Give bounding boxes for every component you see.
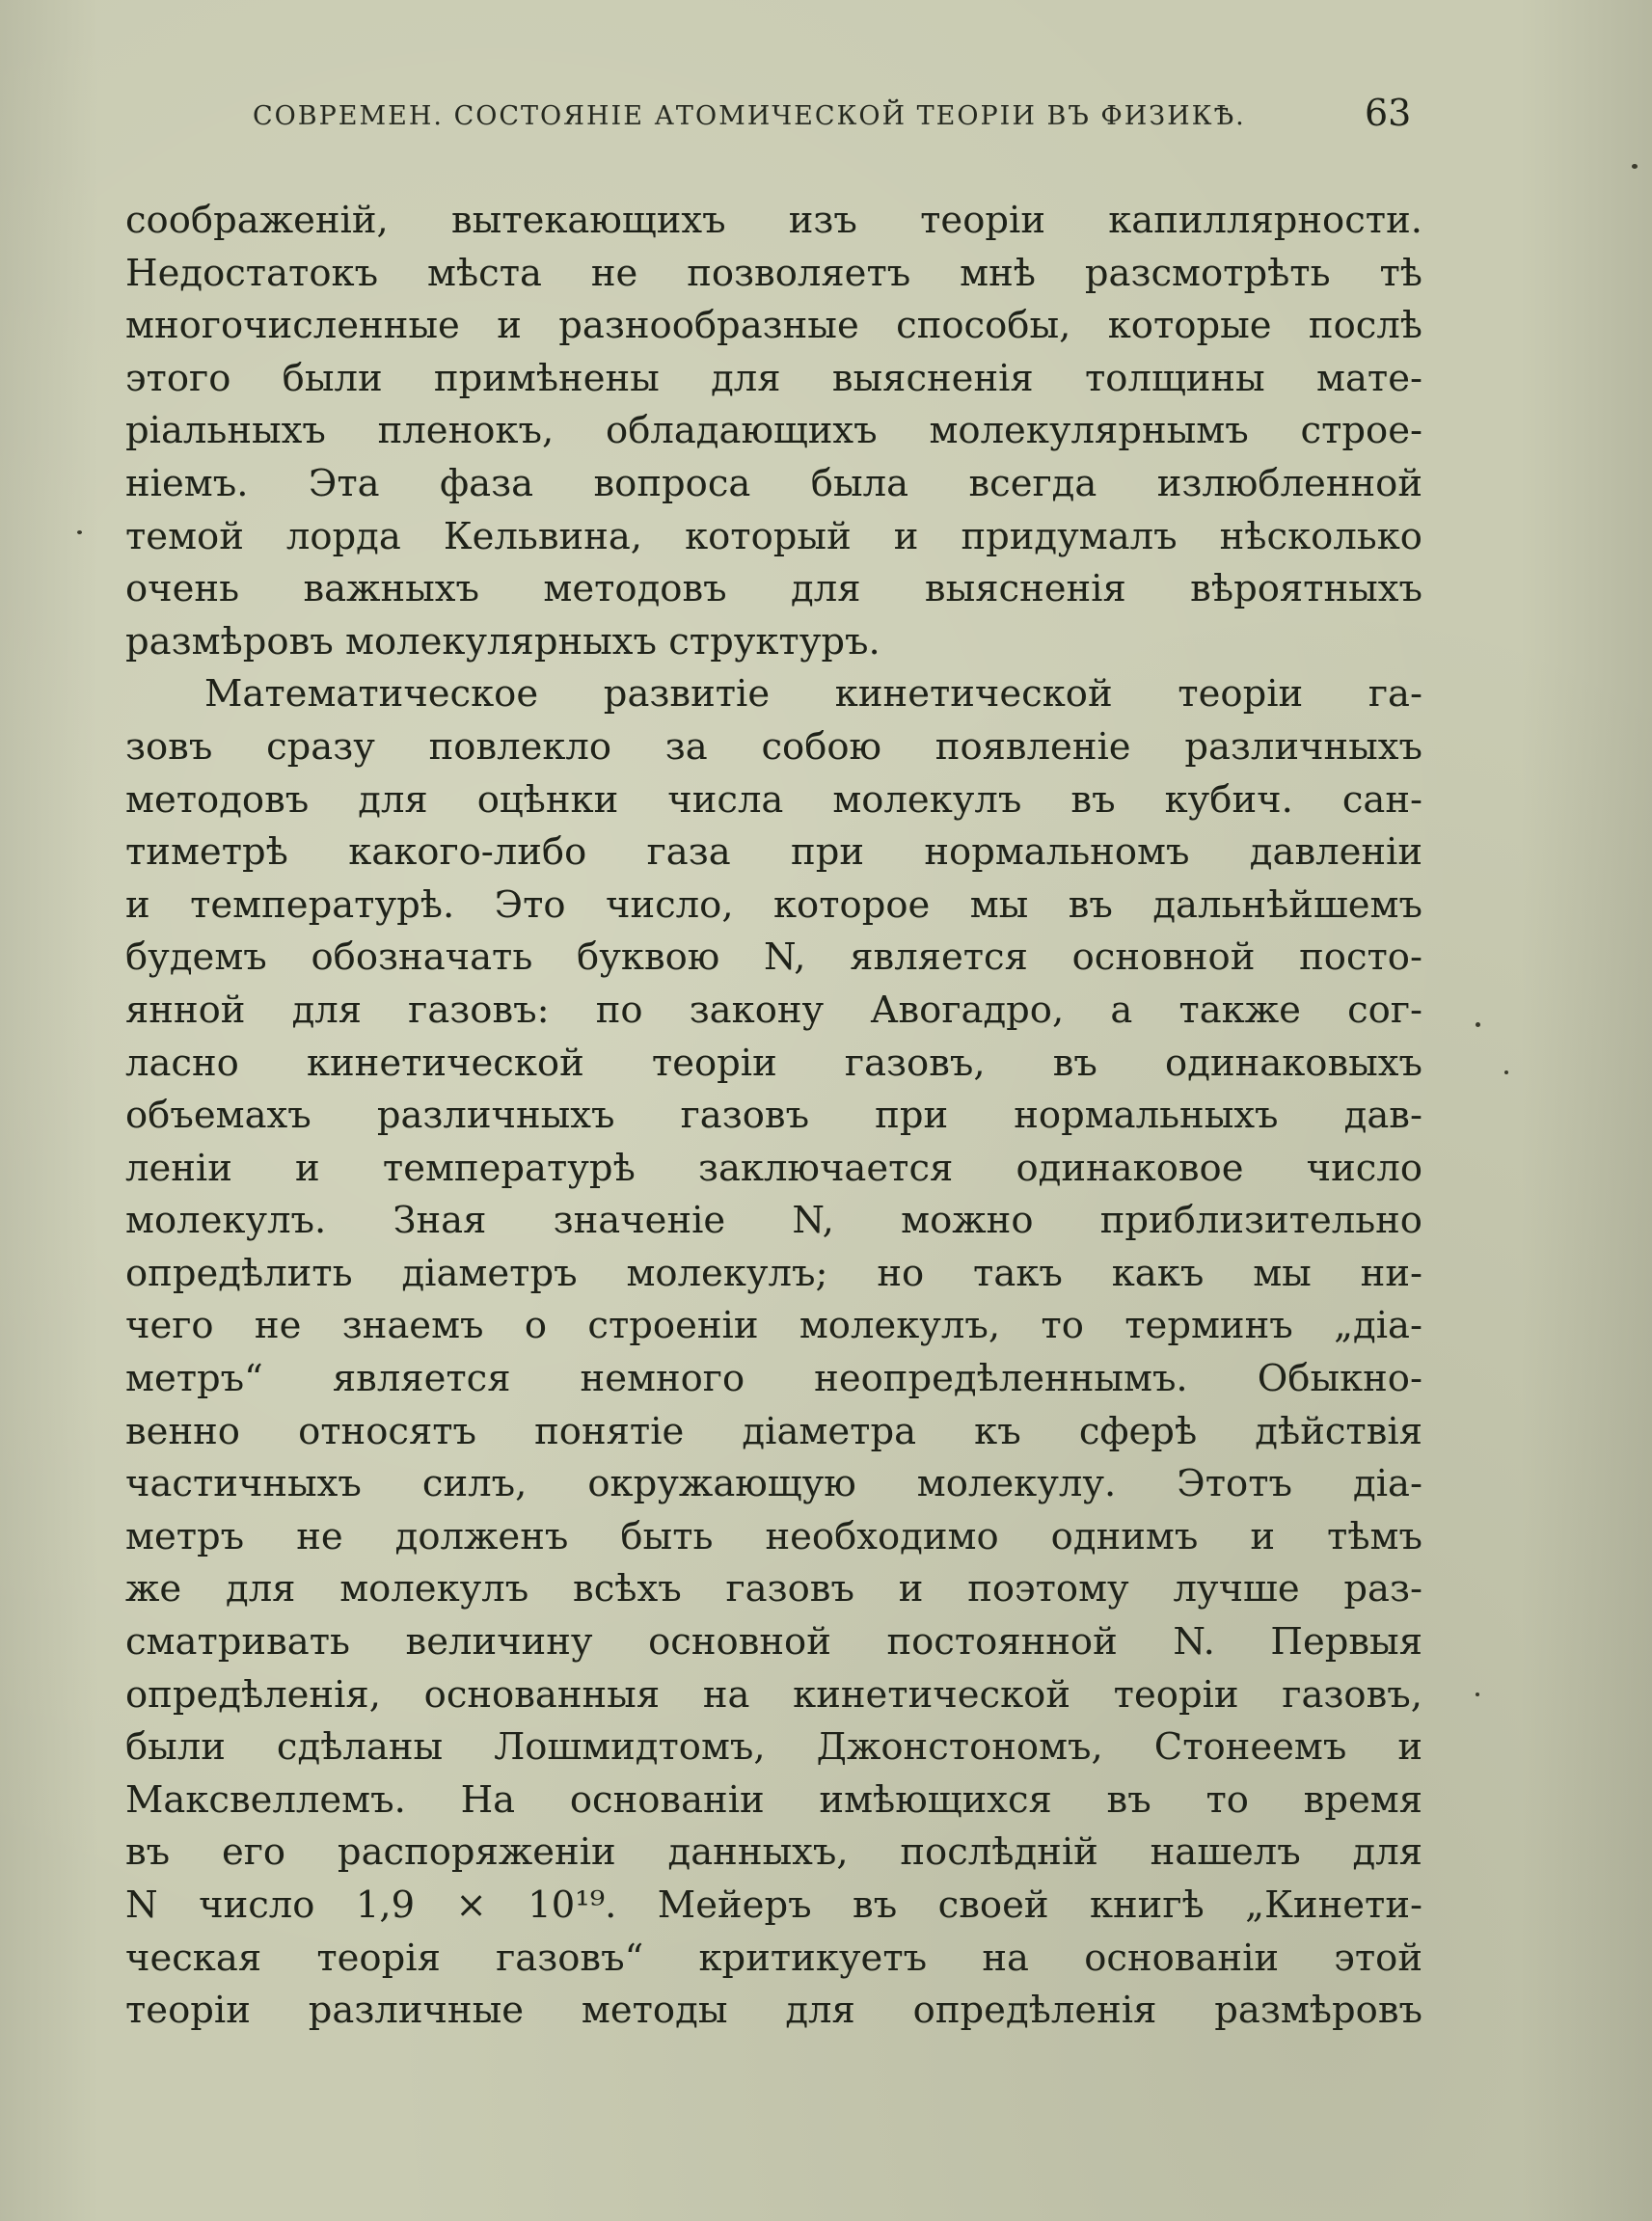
text-line: ласно кинетической теорiи газовъ, въ одинаковыхъ — [125, 1041, 1422, 1085]
text-line: зовъ сразу повлекло за собою появленiе различныхъ — [125, 724, 1422, 769]
paragraph-last-line: размѣровъ молекулярныхъ структуръ. — [125, 619, 880, 664]
text-line: же для молекулъ всѣхъ газовъ и поэтому лучше раз- — [125, 1567, 1422, 1612]
text-line: метръ не долженъ быть необходимо однимъ и тѣмъ — [125, 1514, 1422, 1558]
text-line: ленiи и температурѣ заключается одинаковое число — [125, 1146, 1422, 1190]
text-line: многочисленные и разнообразные способы, которые послѣ — [125, 304, 1422, 348]
text-line: молекулъ. Зная значенiе N, можно приблизительно — [125, 1199, 1422, 1243]
text-line: N число 1,9 × 10¹⁹. Мейеръ въ своей книгѣ „Кинети- — [125, 1883, 1422, 1927]
text-line: методовъ для оцѣнки числа молекулъ въ кубич. сан- — [125, 777, 1422, 822]
text-line: опредѣлить дiаметръ молекулъ; но такъ какъ мы ни- — [125, 1251, 1422, 1295]
text-line: сматривать величину основной постоянной N. Первыя — [125, 1620, 1422, 1665]
text-line: опредѣленiя, основанныя на кинетической теорiи газовъ, — [125, 1672, 1422, 1717]
text-line: объемахъ различныхъ газовъ при нормальныхъ дав- — [125, 1094, 1422, 1138]
paper-speck — [1476, 1693, 1479, 1696]
text-line: частичныхъ силъ, окружающую молекулу. Этотъ дiа- — [125, 1462, 1422, 1506]
text-line: теорiи различные методы для опредѣленiя размѣровъ — [125, 1989, 1422, 2033]
paper-speck — [1504, 1070, 1508, 1074]
text-line: очень важныхъ методовъ для выясненiя вѣроятныхъ — [125, 567, 1422, 611]
paper-speck — [77, 530, 82, 534]
paper-speck — [1476, 1022, 1480, 1027]
paper-speck — [1632, 164, 1638, 169]
text-line: темой лорда Кельвина, который и придумалъ нѣсколько — [125, 514, 1422, 558]
text-line: и температурѣ. Это число, которое мы въ дальнѣйшемъ — [125, 882, 1422, 927]
text-line: будемъ обозначать буквою N, является основной посто- — [125, 935, 1422, 980]
text-line: этого были примѣнены для выясненiя толщины мате- — [125, 356, 1422, 400]
text-line: въ его распоряженiи данныхъ, послѣднiй нашелъ для — [125, 1830, 1422, 1875]
text-line: нiемъ. Эта фаза вопроса была всегда излюбленной — [125, 461, 1422, 505]
text-line: янной для газовъ: по закону Авогадро, а также сог- — [125, 988, 1422, 1032]
text-line: чего не знаемъ о строенiи молекулъ, то терминъ „дiа- — [125, 1304, 1422, 1348]
running-title: СОВРЕМЕН. СОСТОЯНIЕ АТОМИЧЕСКОЙ ТЕОРIИ ВЪ ФИЗИКѢ. — [253, 101, 1246, 131]
paragraph-first-line: Математическое развитiе кинетической теорiи га- — [204, 672, 1422, 717]
text-line: венно относятъ понятiе дiаметра къ сферѣ дѣйствiя — [125, 1409, 1422, 1453]
page-number: 63 — [1365, 92, 1412, 134]
text-line: ческая теорiя газовъ“ критикуетъ на основанiи этой — [125, 1936, 1422, 1980]
text-line: рiальныхъ пленокъ, обладающихъ молекулярнымъ строе- — [125, 409, 1422, 453]
text-line: Недостатокъ мѣста не позволяетъ мнѣ разсмотрѣть тѣ — [125, 251, 1422, 295]
body-text — [125, 195, 1422, 2038]
text-line: соображенiй, вытекающихъ изъ теорiи капиллярности. — [125, 199, 1422, 242]
text-line: были сдѣланы Лошмидтомъ, Джонстономъ, Стонеемъ и — [125, 1725, 1422, 1770]
text-line: Максвеллемъ. На основанiи имѣющихся въ то время — [125, 1777, 1422, 1822]
text-line: тиметрѣ какого-либо газа при нормальномъ давленiи — [125, 830, 1422, 875]
text-line: метръ“ является немного неопредѣленнымъ. Обыкно- — [125, 1357, 1422, 1401]
